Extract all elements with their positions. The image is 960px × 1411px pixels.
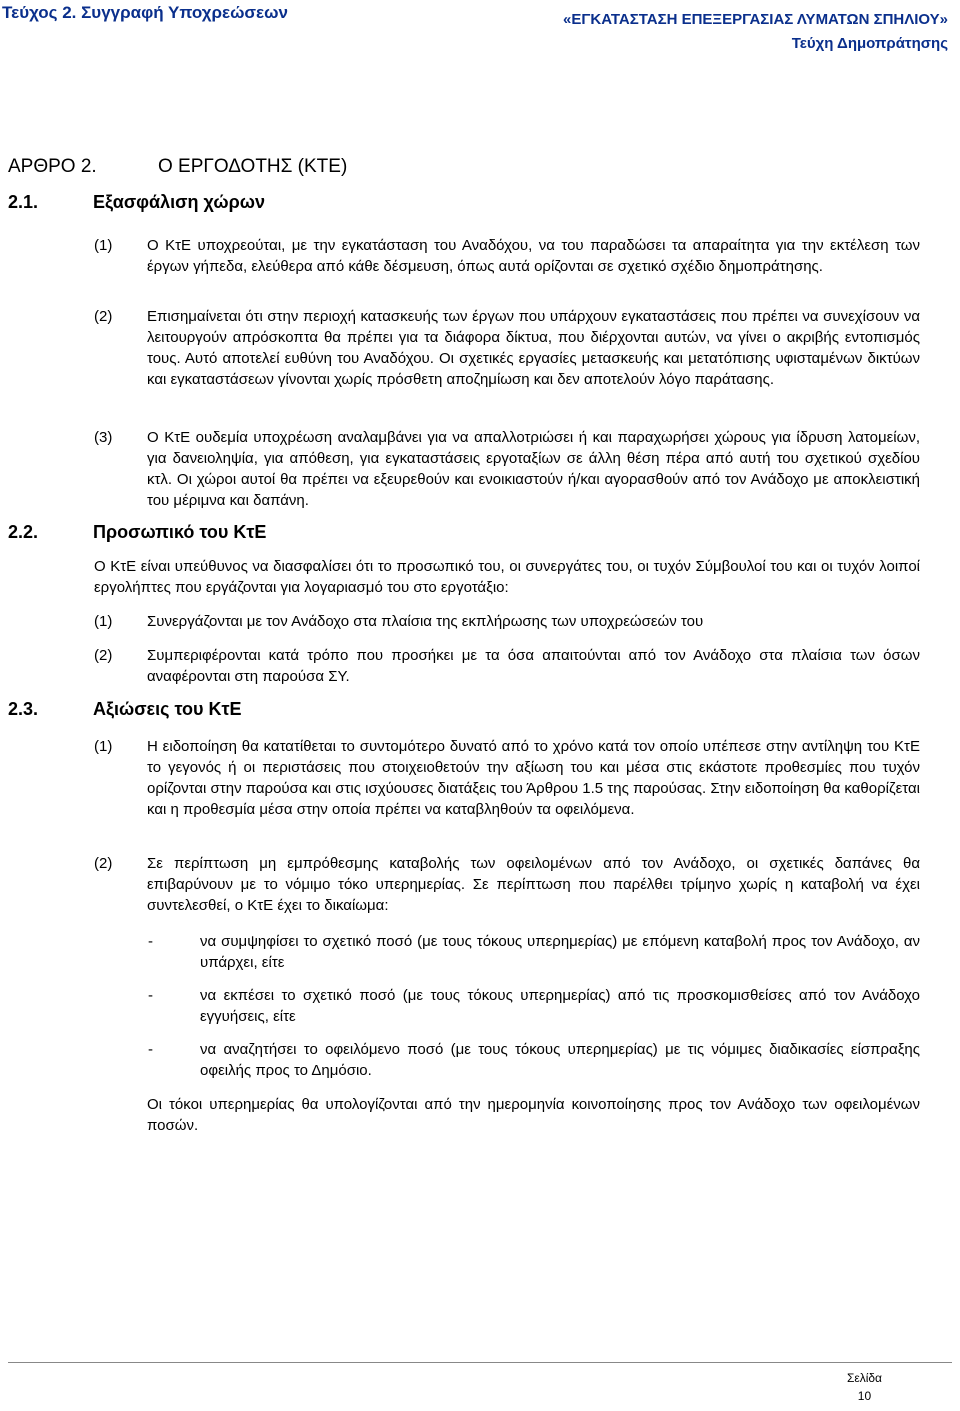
item-number: (1) [94, 613, 113, 630]
dash-item [148, 931, 920, 973]
project-title: «ΕΓΚΑΤΑΣΤΑΣΗ ΕΠΕΞΕΡΓΑΣΙΑΣ ΛΥΜΑΤΩΝ ΣΠΗΛΙΟΥ» [563, 11, 948, 28]
item-number: (2) [94, 855, 113, 872]
item-number: (3) [94, 429, 113, 446]
item-text: Η ειδοποίηση θα κατατίθεται το συντομότερο δυνατό από το χρόνο κατά τον οποίο υπέπεσε στην αντίληψη του ΚτΕ το γεγονός ή οι περιστάσεις που στοιχειοθετούν την αξίωση του και μέσα στις εκάστοτε προθεσμίες που τυχόν ορίζονται στην παρούσα και στις ισχύουσες διατάξεις του Άρθρου 1.5 της παρούσας. Στην ειδοποίηση θα καθορίζεται και η προθεσμία μέσα στην οποία πρέπει να καταβληθούν τα οφειλόμενα. [147, 738, 920, 818]
list-item [94, 306, 920, 390]
item-number: (2) [94, 308, 113, 325]
dash-marker: - [148, 1041, 153, 1058]
article-heading [8, 156, 347, 177]
volume-subtitle: Τεύχη Δημοπράτησης [791, 35, 948, 52]
article-title: Ο ΕΡΓΟΔΟΤΗΣ (ΚΤΕ) [158, 156, 348, 177]
list-item [94, 645, 920, 687]
page-label: Σελίδα [846, 1371, 882, 1385]
paragraph: Οι τόκοι υπερημερίας θα υπολογίζονται από την ημερομηνία κοινοποίησης προς τον Ανάδοχο των οφειλομένων ποσών. [147, 1096, 920, 1134]
item-text: Συμπεριφέρονται κατά τρόπο που προσήκει με τα όσα απαιτούνται από τον Ανάδοχο στα πλαίσια των όσων αναφέρονται στη παρούσα ΣΥ. [147, 647, 920, 685]
section-heading [8, 192, 265, 213]
list-item [94, 853, 920, 916]
item-text: Ο ΚτΕ ουδεμία υποχρέωση αναλαμβάνει για να απαλλοτριώσει ή και παραχωρήσει χώρους για ίδρυση λατομείων, για δανειοληψία, για απόθεση, για εγκαταστάσεις εργοταξίων σε άλλη θέση πέρα από αυτή του σχετικού σχεδίου κτλ. Οι χώροι αυτοί θα πρέπει να εξευρεθούν και ενοικιαστούν ή/και αγορασθούν από τον Ανάδοχο με αποκλειστική του μέριμνα και δαπάνη. [147, 429, 920, 509]
page-footer [847, 1369, 882, 1405]
item-text: Σε περίπτωση μη εμπρόθεσμης καταβολής των οφειλομένων από τον Ανάδοχο, οι σχετικές δαπάνες θα επιβαρύνουν με το νόμιμο τόκο υπερημερίας. Σε περίπτωση που παρέλθει τρίμηνο χωρίς η καταβολή να έχει συντελεσθεί, ο ΚτΕ έχει το δικαίωμα: [147, 855, 920, 914]
article-number: ΑΡΘΡΟ 2. [8, 156, 97, 177]
section-number: 2.1. [8, 192, 39, 212]
dash-item [148, 985, 920, 1027]
dash-marker: - [148, 987, 153, 1004]
dash-marker: - [148, 933, 153, 950]
dash-item [148, 1039, 920, 1081]
footer-divider [8, 1362, 952, 1363]
paragraph: Ο ΚτΕ είναι υπεύθυνος να διασφαλίσει ότι το προσωπικό του, οι συνεργάτες του, οι τυχόν Σύμβουλοί του και οι τυχόν λοιποί εργολήπτες που εργάζονται για λογαριασμό του στο εργοτάξιο: [94, 558, 920, 596]
dash-text: να αναζητήσει το οφειλόμενο ποσό (με τους τόκους υπερημερίας) με τις νόμιμες διαδικασίες είσπραξης οφειλής προς το Δημόσιο. [200, 1041, 920, 1079]
page-number: 10 [857, 1389, 872, 1403]
section-heading [8, 699, 241, 720]
item-number: (1) [94, 738, 113, 755]
dash-text: να συμψηφίσει το σχετικό ποσό (με τους τόκους υπερημερίας) με επόμενη καταβολή προς τον Ανάδοχο, αν υπάρχει, είτε [200, 933, 920, 971]
section-heading [8, 522, 266, 543]
section-number: 2.3. [8, 699, 39, 719]
project-header [563, 8, 948, 56]
section-number: 2.2. [8, 522, 39, 542]
list-item [94, 427, 920, 511]
section-title: Εξασφάλιση χώρων [93, 192, 265, 212]
section-title: Αξιώσεις του ΚτΕ [93, 699, 242, 719]
document-header-title: Τεύχος 2. Συγγραφή Υποχρεώσεων [2, 3, 288, 22]
dash-text: να εκπέσει το σχετικό ποσό (με τους τόκους υπερημερίας) από τις προσκομισθείσες από τον Ανάδοχο εγγυήσεις, είτε [200, 987, 920, 1025]
list-item [94, 235, 920, 277]
item-text: Συνεργάζονται με τον Ανάδοχο στα πλαίσια της εκπλήρωσης των υποχρεώσεών του [147, 613, 704, 630]
section-title: Προσωπικό του ΚτΕ [93, 522, 267, 542]
item-number: (2) [94, 647, 113, 664]
list-item [94, 611, 920, 632]
item-text: Ο ΚτΕ υποχρεούται, με την εγκατάσταση του Αναδόχου, να του παραδώσει τα απαραίτητα για την εκτέλεση των έργων γήπεδα, ελεύθερα από κάθε δέσμευση, όπως αυτά ορίζονται σε σχετικό σχέδιο δημοπράτησης. [147, 237, 920, 275]
list-item [94, 736, 920, 820]
item-number: (1) [94, 237, 113, 254]
item-text: Επισημαίνεται ότι στην περιοχή κατασκευής των έργων που υπάρχουν εγκαταστάσεις που πρέπει να συνεχίσουν να λειτουργούν απρόσκοπτα θα πρέπει για τα διάφορα δίκτυα, που διέρχονται αυτών, να γίνει ο ακριβής εντοπισμός τους. Αυτό αποτελεί ευθύνη του Αναδόχου. Οι σχετικές εργασίες μετασκευής και μετατόπισης υφισταμένων δικτύων και εγκαταστάσεων γίνονται χωρίς πρόσθετη αποζημίωση και δεν αποτελούν λόγο παράτασης. [147, 308, 920, 388]
